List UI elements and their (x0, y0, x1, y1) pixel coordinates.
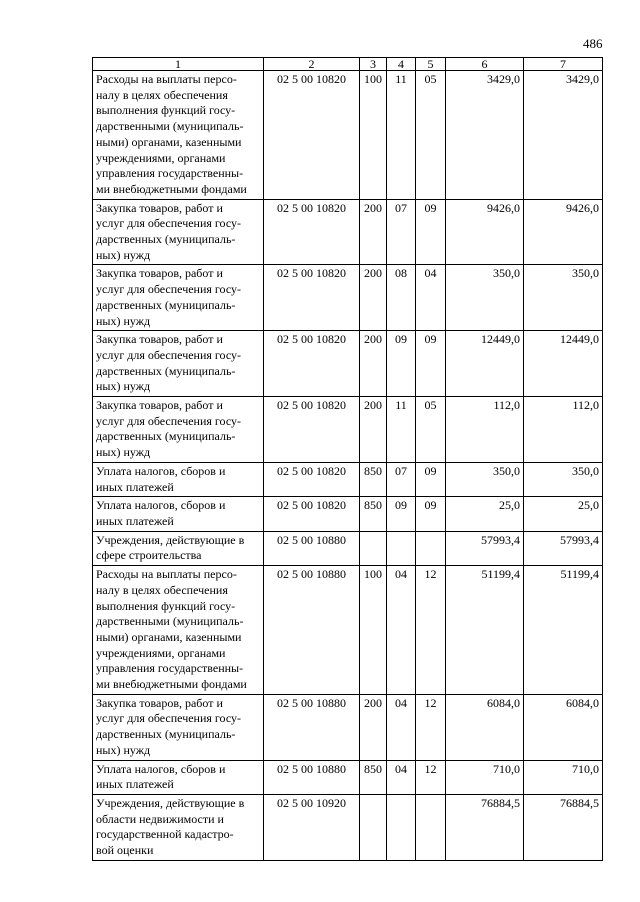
target-article-code-cell: 02 5 00 10880 (264, 760, 360, 794)
column-header: 5 (416, 58, 446, 71)
amount-cell: 51199,4 (446, 566, 524, 695)
amount-cell: 76884,5 (524, 794, 603, 860)
section-cell: 11 (387, 71, 416, 200)
amount-cell: 112,0 (446, 397, 524, 463)
target-article-code-cell: 02 5 00 10880 (264, 694, 360, 760)
amount-cell: 12449,0 (446, 331, 524, 397)
table-row (93, 694, 603, 760)
subsection-cell (416, 794, 446, 860)
expense-name-cell: Закупка товаров, работ и услуг для обеспечения госу- дарственных (муниципаль- ных) нужд (93, 694, 264, 760)
column-header: 3 (360, 58, 387, 71)
table-row (93, 497, 603, 531)
expense-name-cell: Закупка товаров, работ и услуг для обеспечения госу- дарственных (муниципаль- ных) нужд (93, 331, 264, 397)
subsection-cell: 09 (416, 199, 446, 265)
expense-name-cell: Учреждения, действующие в области недвижимости и государственной кадастро- вой оценки (93, 794, 264, 860)
amount-cell: 350,0 (524, 265, 603, 331)
amount-cell: 25,0 (446, 497, 524, 531)
amount-cell: 6084,0 (446, 694, 524, 760)
expense-type-cell: 200 (360, 397, 387, 463)
subsection-cell (416, 531, 446, 565)
table-row (93, 71, 603, 200)
subsection-cell: 04 (416, 265, 446, 331)
expense-type-cell: 850 (360, 497, 387, 531)
target-article-code-cell: 02 5 00 10820 (264, 397, 360, 463)
section-cell: 09 (387, 497, 416, 531)
target-article-code-cell: 02 5 00 10920 (264, 794, 360, 860)
table-row (93, 531, 603, 565)
target-article-code-cell: 02 5 00 10820 (264, 497, 360, 531)
target-article-code-cell: 02 5 00 10820 (264, 265, 360, 331)
table-row (93, 566, 603, 695)
subsection-cell: 09 (416, 462, 446, 496)
expense-type-cell (360, 794, 387, 860)
expense-name-cell: Уплата налогов, сборов и иных платежей (93, 462, 264, 496)
target-article-code-cell: 02 5 00 10820 (264, 462, 360, 496)
section-cell (387, 794, 416, 860)
column-header: 1 (93, 58, 264, 71)
expense-type-cell: 200 (360, 199, 387, 265)
expense-type-cell: 200 (360, 331, 387, 397)
table-row (93, 397, 603, 463)
subsection-cell: 05 (416, 71, 446, 200)
amount-cell: 9426,0 (524, 199, 603, 265)
target-article-code-cell: 02 5 00 10820 (264, 71, 360, 200)
amount-cell: 9426,0 (446, 199, 524, 265)
expense-type-cell: 850 (360, 760, 387, 794)
section-cell: 04 (387, 694, 416, 760)
expense-name-cell: Расходы на выплаты персо- налу в целях обеспечения выполнения функций госу- дарственными (муниципаль- ными) органами, казенными учреждениями, органами управления государственны- ми внебюджетными фондами (93, 71, 264, 200)
expense-name-cell: Закупка товаров, работ и услуг для обеспечения госу- дарственных (муниципаль- ных) нужд (93, 199, 264, 265)
amount-cell: 350,0 (446, 265, 524, 331)
subsection-cell: 12 (416, 566, 446, 695)
page-number: 486 (583, 36, 603, 51)
column-header: 2 (264, 58, 360, 71)
table-row (93, 760, 603, 794)
expense-name-cell: Учреждения, действующие в сфере строительства (93, 531, 264, 565)
section-cell: 07 (387, 462, 416, 496)
table-row (93, 265, 603, 331)
amount-cell: 12449,0 (524, 331, 603, 397)
amount-cell: 57993,4 (446, 531, 524, 565)
target-article-code-cell: 02 5 00 10880 (264, 531, 360, 565)
expense-name-cell: Закупка товаров, работ и услуг для обеспечения госу- дарственных (муниципаль- ных) нужд (93, 265, 264, 331)
expense-name-cell: Уплата налогов, сборов и иных платежей (93, 497, 264, 531)
section-cell: 08 (387, 265, 416, 331)
subsection-cell: 12 (416, 760, 446, 794)
expense-type-cell: 100 (360, 71, 387, 200)
target-article-code-cell: 02 5 00 10880 (264, 566, 360, 695)
table-body (93, 71, 603, 861)
amount-cell: 710,0 (446, 760, 524, 794)
amount-cell: 6084,0 (524, 694, 603, 760)
table-row (93, 462, 603, 496)
subsection-cell: 09 (416, 497, 446, 531)
section-cell: 04 (387, 760, 416, 794)
subsection-cell: 09 (416, 331, 446, 397)
expense-type-cell: 200 (360, 265, 387, 331)
budget-table (92, 57, 603, 861)
column-header: 4 (387, 58, 416, 71)
amount-cell: 710,0 (524, 760, 603, 794)
table-row (93, 199, 603, 265)
table-header-row (93, 58, 603, 71)
amount-cell: 3429,0 (446, 71, 524, 200)
expense-name-cell: Расходы на выплаты персо- налу в целях обеспечения выполнения функций госу- дарственными (муниципаль- ными) органами, казенными учреждениями, органами управления государственны- ми внебюджетными фондами (93, 566, 264, 695)
amount-cell: 112,0 (524, 397, 603, 463)
expense-type-cell: 850 (360, 462, 387, 496)
section-cell (387, 531, 416, 565)
expense-type-cell: 100 (360, 566, 387, 695)
amount-cell: 350,0 (524, 462, 603, 496)
column-header: 6 (446, 58, 524, 71)
expense-name-cell: Закупка товаров, работ и услуг для обеспечения госу- дарственных (муниципаль- ных) нужд (93, 397, 264, 463)
table-row (93, 794, 603, 860)
section-cell: 04 (387, 566, 416, 695)
expense-name-cell: Уплата налогов, сборов и иных платежей (93, 760, 264, 794)
amount-cell: 51199,4 (524, 566, 603, 695)
table-row (93, 331, 603, 397)
section-cell: 11 (387, 397, 416, 463)
amount-cell: 76884,5 (446, 794, 524, 860)
column-header: 7 (524, 58, 603, 71)
amount-cell: 57993,4 (524, 531, 603, 565)
subsection-cell: 05 (416, 397, 446, 463)
subsection-cell: 12 (416, 694, 446, 760)
target-article-code-cell: 02 5 00 10820 (264, 331, 360, 397)
amount-cell: 25,0 (524, 497, 603, 531)
amount-cell: 350,0 (446, 462, 524, 496)
expense-type-cell (360, 531, 387, 565)
expense-type-cell: 200 (360, 694, 387, 760)
target-article-code-cell: 02 5 00 10820 (264, 199, 360, 265)
amount-cell: 3429,0 (524, 71, 603, 200)
section-cell: 07 (387, 199, 416, 265)
section-cell: 09 (387, 331, 416, 397)
